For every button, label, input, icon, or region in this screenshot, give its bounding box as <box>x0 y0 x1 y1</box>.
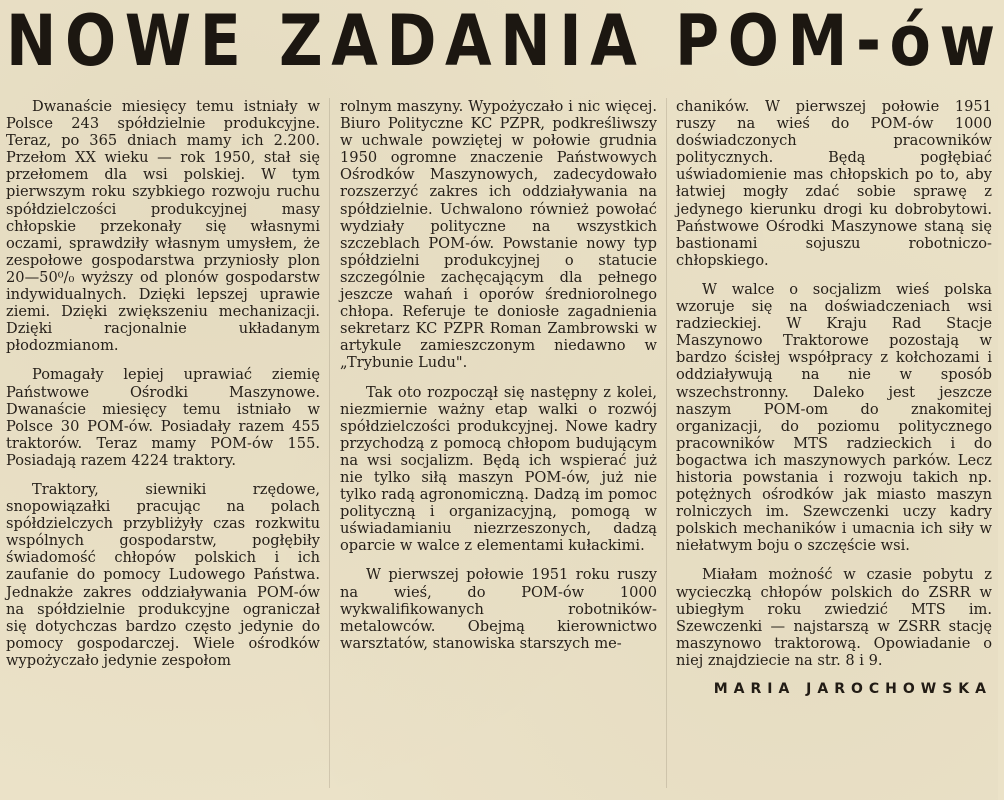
paragraph: W pierwszej połowie 1951 roku ruszy na wieś, do POM-ów 1000 wykwalifikowanych robotników-metalowców. Obejmą kierownictwo warsztatów, stanowiska starszych me- <box>340 566 657 652</box>
column-divider <box>329 98 330 788</box>
author-signature: MARIA JAROCHOWSKA <box>713 681 992 697</box>
paragraph: Pomagały lepiej uprawiać ziemię Państwowe Ośrodki Maszynowe. Dwanaście miesięcy temu istniało w Polsce 30 POM-ów. Posiadały razem 455 traktorów. Teraz mamy POM-ów 155. Posiadają razem 4224 traktory. <box>6 366 320 469</box>
article-headline: NOWE ZADANIA POM-ów <box>6 0 1004 82</box>
article-column-3 <box>676 98 992 698</box>
column-divider <box>666 98 667 788</box>
article-column-1 <box>6 98 320 681</box>
article-column-2 <box>340 98 657 664</box>
paragraph: W walce o socjalizm wieś polska wzoruje się na doświadczeniach wsi radzieckiej. W Kraju Rad Stacje Maszynowo Traktorowe pozostają w bardzo ścisłej współpracy z kołchozami i oddziaływują na nie w sposób wszechstronny. Daleko jest jeszcze naszym POM-om do znakomitej organizacji, do poziomu politycznego pracowników MTS radzieckich i do bogactwa ich maszynowych parków. Lecz historia powstania i rozwoju takich np. potężnych ośrodków jak miasto maszyn rolniczych im. Szewczenki uczy kadry polskich mechaników i umacnia ich siły w niełatwym boju o szczęście wsi. <box>676 280 992 555</box>
paragraph: Traktory, siewniki rzędowe, snopowiązałki pracując na polach spółdzielczych przybliżyły czas rozkwitu wspólnych gospodarstw, pogłębiły świadomość chłopów polskich i ich zaufanie do pomocy Ludowego Państwa. Jednakże zakres oddziaływania POM-ów na spółdzielnie produkcyjne ograniczał się dotychczas bardzo często jedynie do pomocy gospodarczej. Wiele ośrodków wypożyczało jedynie zespołom <box>6 480 320 669</box>
paragraph: Miałam możność w czasie pobytu z wycieczką chłopów polskich do ZSRR w ubiegłym roku zwiedzić MTS im. Szewczenki — najstarszą w ZSRR stację maszynowo traktorową. Opowiadanie o niej znajdziecie na str. 8 i 9. <box>676 566 992 669</box>
paragraph: Tak oto rozpoczął się następny z kolei, niezmiernie ważny etap walki o rozwój spółdzielczości produkcyjnej. Nowe kadry przychodzą z pomocą chłopom budującym na wsi socjalizm. Będą ich wspierać już nie tylko siłą maszyn POM-ów, już nie tylko radą agronomiczną. Dadzą im pomoc polityczną i organizacyjną, pomogą w uświadamianiu niezrzeszonych, dadzą oparcie w walce z elementami kułackimi. <box>340 383 657 555</box>
paragraph: Dwanaście miesięcy temu istniały w Polsce 243 spółdzielnie produkcyjne. Teraz, po 365 dniach mamy ich 2.200. Przełom XX wieku — rok 1950, stał się przełomem dla wsi polskiej. W tym pierwszym roku szybkiego rozwoju ruchu spółdzielczości produkcyjnej masy chłopskie przekonały się własnymi oczami, sprawdziły własnym umysłem, że zespołowe gospodarstwa przyniosły plon 20—50⁰/₀ wyższy od plonów gospodarstw indywidualnych. Dzięki lepszej uprawie ziemi. Dzięki zwiększeniu mechanizacji. Dzięki racjonalnie układanym płodozmianom. <box>6 98 320 355</box>
paragraph: rolnym maszyny. Wypożyczało i nic więcej. Biuro Polityczne KC PZPR, podkreśliwszy w uchwale powziętej w połowie grudnia 1950 ogromne znaczenie Państwowych Ośrodków Maszynowych, zadecydowało rozszerzyć zakres ich oddziaływania na spółdzielnie. Uchwalono również powołać wydziały polityczne na wszystkich szczeblach POM-ów. Powstanie nowy typ spółdzielni produkcyjnej o statucie szczególnie zachęcającym dla pełnego jeszcze wahań i oporów średniorolnego chłopa. Referuje te doniosłe zagadnienia sekretarz KC PZPR Roman Zambrowski w artykule zamieszczonym niedawno w „Trybunie Ludu". <box>340 98 657 372</box>
paragraph: chaników. W pierwszej połowie 1951 ruszy na wieś do POM-ów 1000 doświadczonych pracowników politycznych. Będą pogłębiać uświadomienie mas chłopskich po to, aby łatwiej mogły zdać sobie sprawę z jedynego kierunku drogi ku dobrobytowi. Państwowe Ośrodki Maszynowe staną się bastionami sojuszu robotniczo-chłopskiego. <box>676 98 992 269</box>
